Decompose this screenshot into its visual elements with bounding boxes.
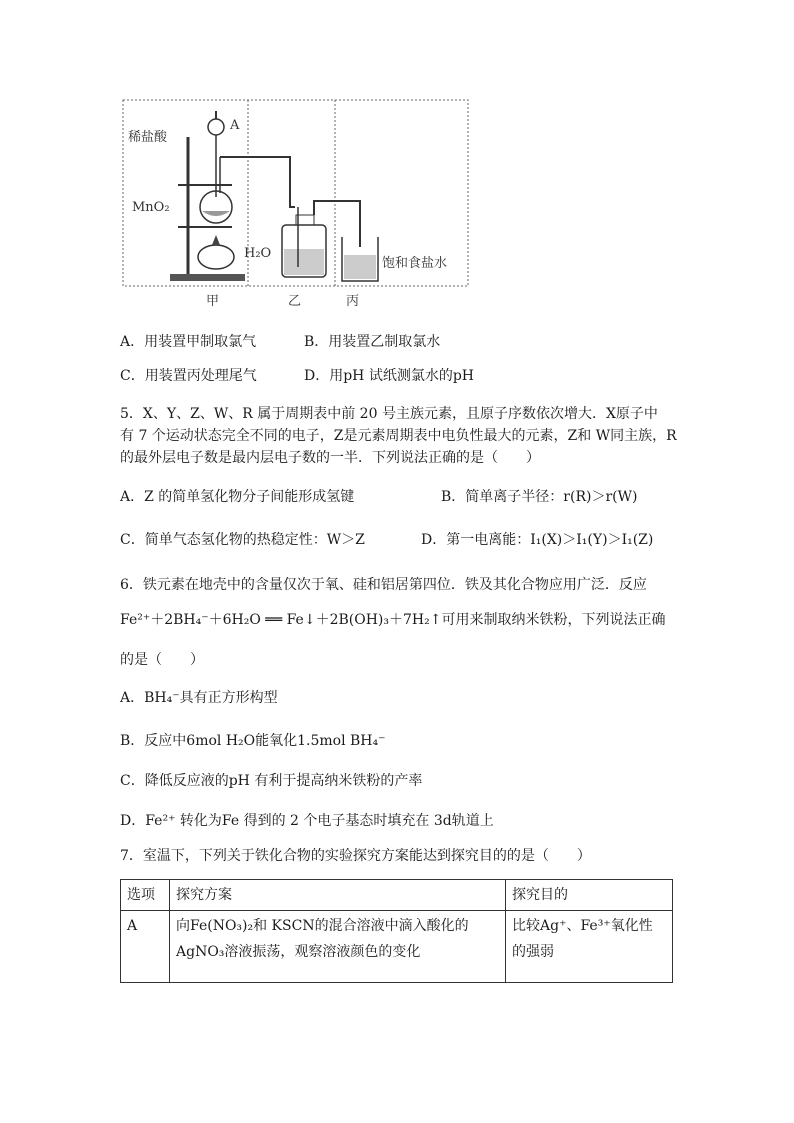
apparatus-figure xyxy=(120,97,472,309)
label-saturated-brine: 饱和食盐水 xyxy=(382,256,448,271)
q4-option-a: A．用装置甲制取氯气 xyxy=(120,334,257,350)
q5-stem-line1: 5．X、Y、Z、W、R 属于周期表中前 20 号主族元素，且原子序数依次增大．X原子中 xyxy=(120,406,658,422)
q4-option-b: B．用装置乙制取氯水 xyxy=(304,334,441,350)
q6-stem-line3: 的是（ ） xyxy=(120,652,204,668)
q5-option-b: B．简单离子半径：r(R)＞r(W) xyxy=(441,489,638,505)
q4-option-c: C．用装置丙处理尾气 xyxy=(120,368,257,384)
caption-jia: 甲 xyxy=(206,294,220,309)
q5-stem-line3: 的最外层电子数是最内层电子数的一半．下列说法正确的是（ ） xyxy=(120,450,540,466)
header-option: 选项 xyxy=(121,880,170,911)
q5-stem-line2: 有 7 个运动状态完全不同的电子，Z是元素周期表中电负性最大的元素，Z和 W同主族，R xyxy=(120,428,677,444)
stand-base xyxy=(170,274,245,281)
apparatus-diagram xyxy=(120,97,472,309)
q6-stem-line1: 6．铁元素在地壳中的含量仅次于氧、硅和铝居第四位．铁及其化合物应用广泛．反应 xyxy=(120,577,647,593)
delivery-tube-2 xyxy=(314,201,360,247)
q5-option-d: D．第一电离能：I₁(X)＞I₁(Y)＞I₁(Z) xyxy=(421,532,654,548)
row-plan: 向Fe(NO₃)₂和 KSCN的混合溶液中滴入酸化的AgNO₃溶液振荡，观察溶液颜色的变化 xyxy=(170,911,506,983)
row-option: A xyxy=(121,911,170,983)
header-purpose: 探究目的 xyxy=(506,880,673,911)
q6-option-b: B．反应中6mol H₂O能氧化1.5mol BH₄⁻ xyxy=(120,733,386,749)
header-plan: 探究方案 xyxy=(170,880,506,911)
label-h2o: H₂O xyxy=(244,246,272,261)
caption-bing: 丙 xyxy=(346,294,360,309)
label-a: A xyxy=(230,118,240,133)
q7-table xyxy=(120,879,673,983)
q5-option-a: A．Z 的简单氢化物分子间能形成氢键 xyxy=(120,489,355,505)
table-header-row xyxy=(121,880,673,911)
row-purpose: 比较Ag⁺、Fe³⁺氧化性的强弱 xyxy=(506,911,673,983)
delivery-tube-1 xyxy=(220,157,295,207)
q6-option-c: C．降低反应液的pH 有利于提高纳米铁粉的产率 xyxy=(120,773,423,789)
table-row xyxy=(121,911,673,983)
q6-option-d: D．Fe²⁺ 转化为Fe 得到的 2 个电子基态时填充在 3d轨道上 xyxy=(120,813,494,829)
separatory-funnel xyxy=(208,119,224,135)
label-dilute-hcl: 稀盐酸 xyxy=(128,130,168,145)
alcohol-lamp xyxy=(198,245,234,269)
q7-stem: 7．室温下，下列关于铁化合物的实验探究方案能达到探究目的的是（ ） xyxy=(120,848,591,864)
caption-yi: 乙 xyxy=(288,294,302,309)
q6-stem-line2: Fe²⁺＋2BH₄⁻＋6H₂O ══ Fe↓＋2B(OH)₃＋7H₂↑可用来制取纳米铁粉，下列说法正确 xyxy=(120,612,666,628)
label-mno2: MnO₂ xyxy=(132,200,170,215)
q4-option-d: D．用pH 试纸测氯水的pH xyxy=(304,368,475,384)
q6-option-a: A．BH₄⁻具有正方形构型 xyxy=(120,690,278,706)
q5-option-c: C．简单气态氢化物的热稳定性：W＞Z xyxy=(120,532,365,548)
